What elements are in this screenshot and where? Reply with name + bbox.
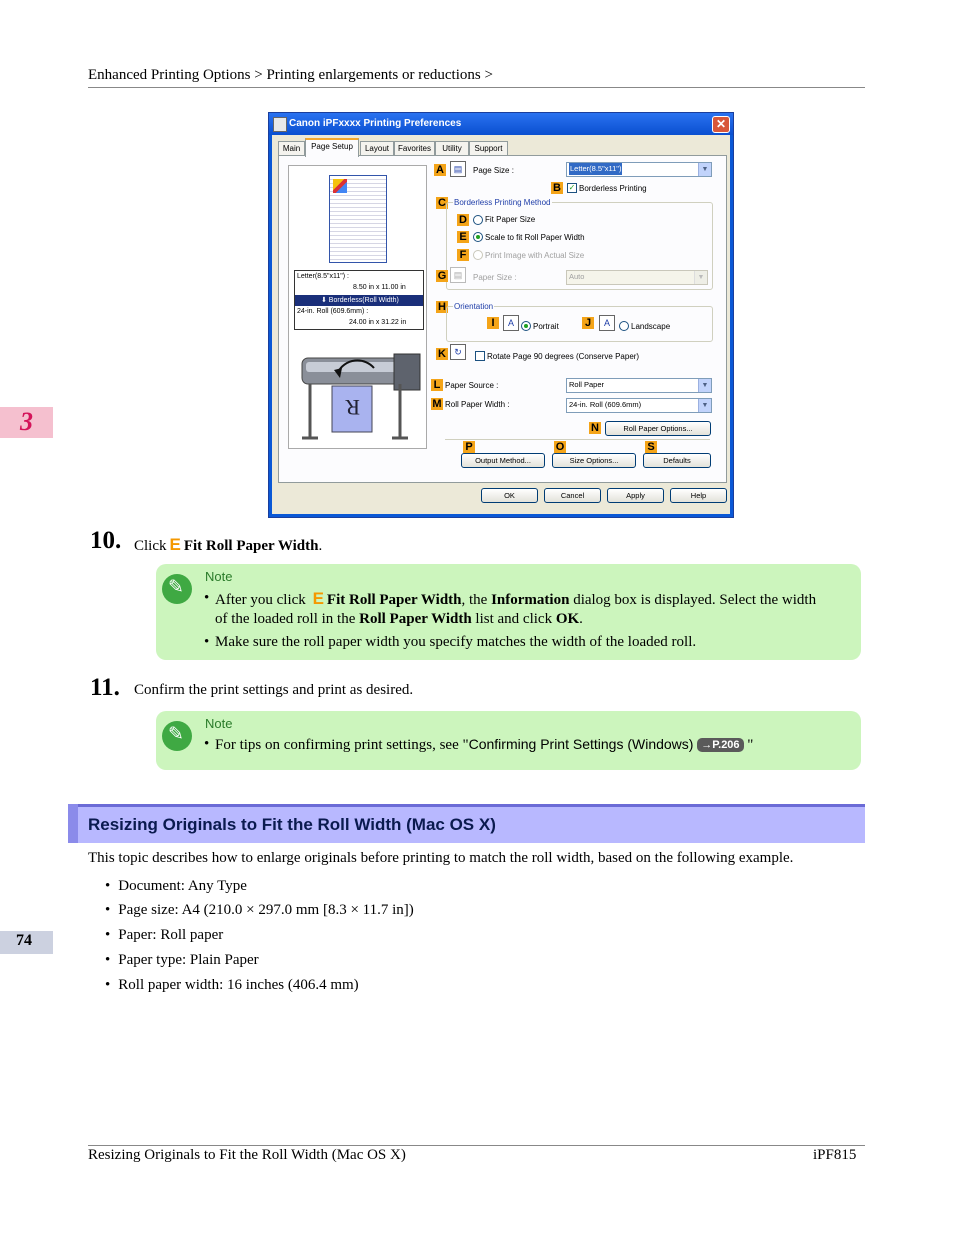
bullet: • [204, 590, 210, 606]
page-setup-panel [278, 155, 727, 483]
bullet: • [105, 977, 111, 993]
chapter-number: 3 [20, 407, 33, 436]
list-item [105, 902, 414, 919]
roll-size-label: 24-in. Roll (609.6mm) : [297, 308, 369, 315]
page-size-value: Letter(8.5"x11") [570, 164, 622, 173]
dropdown-arrow-icon: ▼ [694, 271, 707, 284]
paper-preview [329, 175, 387, 263]
marker-p: P [463, 441, 475, 453]
list-item [105, 927, 223, 944]
output-method-button[interactable]: Output Method... [461, 453, 545, 468]
defaults-button[interactable]: Defaults [643, 453, 711, 468]
step-11-text: Confirm the print settings and print as desired. [134, 682, 414, 698]
page-number-tab [0, 931, 53, 954]
marker-h: H [436, 301, 448, 313]
marker-c: C [436, 197, 448, 209]
page-size-icon: ▤ [450, 161, 466, 177]
print-preview [288, 165, 427, 449]
marker-j: J [582, 317, 594, 329]
step-11-number: 11. [90, 674, 120, 701]
marker-l: L [431, 379, 443, 391]
portrait-label: Portrait [533, 322, 559, 331]
note-1-item-1-line-2 [204, 610, 854, 629]
bullet: • [105, 927, 111, 943]
note-1-item-2-text: Make sure the roll paper width you specify matches the width of the loaded roll. [215, 634, 697, 650]
dialog-title-bar [269, 113, 733, 135]
original-size-label: Letter(8.5"x11") : [297, 273, 349, 280]
portrait-radio[interactable] [521, 321, 531, 331]
page-reference-badge[interactable]: →P.206 [697, 738, 743, 752]
note-pencil-icon [162, 574, 192, 604]
note-pencil-icon [162, 721, 192, 751]
note-1-text: After you click [215, 592, 306, 608]
marker-b: B [551, 182, 563, 194]
landscape-radio[interactable] [619, 321, 629, 331]
list-item [105, 952, 259, 969]
marker-d: D [457, 214, 469, 226]
step-10-text [134, 535, 322, 555]
marker-e: E [457, 231, 469, 243]
footer-rule [88, 1145, 865, 1146]
breadcrumb [88, 67, 493, 84]
dialog-body [272, 135, 730, 514]
fit-paper-size-label: Fit Paper Size [485, 215, 536, 224]
note-1-item-2 [204, 633, 854, 652]
list-item-text: Paper type: Plain Paper [118, 952, 259, 968]
roll-width-value: 24-in. Roll (609.6mm) [569, 400, 642, 409]
apply-button[interactable]: Apply [607, 488, 664, 503]
step-10-bold: Fit Roll Paper Width [183, 538, 319, 554]
tab-utility[interactable]: Utility [435, 141, 469, 156]
note-2-text: " [747, 737, 754, 753]
roll-width-select[interactable] [566, 398, 712, 413]
note-1-text: of the loaded roll in the [215, 611, 356, 627]
note-box-2 [156, 711, 861, 770]
footer-section-title: Resizing Originals to Fit the Roll Width (Mac OS X) [88, 1147, 406, 1163]
marker-i: I [487, 317, 499, 329]
landscape-icon: A [599, 315, 615, 331]
borderless-label: Borderless Printing [579, 184, 647, 193]
note-1-bold: Information [491, 592, 570, 608]
size-info-box [294, 270, 424, 330]
section-heading-bar [68, 804, 865, 843]
step-10-number: 10. [90, 527, 122, 554]
note-title: Note [205, 716, 233, 731]
note-1-item-1-text [204, 589, 854, 610]
ok-button[interactable]: OK [481, 488, 538, 503]
dialog-title: Canon iPFxxxx Printing Preferences [289, 118, 462, 129]
marker-a: A [434, 164, 446, 176]
list-item-text: Roll paper width: 16 inches (406.4 mm) [118, 977, 359, 993]
marker-o: O [555, 441, 565, 453]
fit-paper-size-radio[interactable] [473, 215, 483, 225]
note-1-item-1 [204, 589, 854, 629]
printer-app-icon [273, 117, 287, 132]
note-title: Note [205, 569, 233, 584]
paper-source-label: Paper Source : [445, 381, 499, 390]
paper-size-icon: ▤ [450, 267, 466, 283]
bullet: • [204, 736, 210, 752]
paper-source-value: Roll Paper [569, 380, 605, 389]
bullet: • [204, 634, 210, 650]
marker-e-inline: E [169, 535, 181, 554]
paper-sheet-letter: R [345, 395, 360, 420]
paper-size-select[interactable] [566, 270, 708, 285]
actual-size-radio[interactable] [473, 250, 483, 260]
note-box-1 [156, 564, 861, 660]
marker-s: S [645, 441, 657, 453]
bullet: • [105, 952, 111, 968]
scale-to-fit-label: Scale to fit Roll Paper Width [485, 233, 585, 242]
page-size-select[interactable] [566, 162, 712, 177]
section-title: Resizing Originals to Fit the Roll Width (Mac OS X) [88, 815, 496, 834]
tab-layout[interactable]: Layout [360, 141, 394, 156]
note-1-text: dialog box is displayed. Select the width [573, 592, 817, 608]
note-1-text: . [579, 611, 583, 627]
help-button[interactable]: Help [670, 488, 727, 503]
page-size-label: Page Size : [473, 166, 514, 175]
breadcrumb-separator: > [484, 67, 493, 83]
rotate-label: Rotate Page 90 degrees (Conserve Paper) [487, 352, 640, 361]
step-10-post: . [318, 538, 323, 554]
borderless-roll-width-label: ⬇ Borderless(Roll Width) [321, 297, 399, 304]
roll-size-value: 24.00 in x 31.22 in [349, 319, 407, 326]
list-item-text: Page size: A4 (210.0 × 297.0 mm [8.3 × 11.7 in]) [118, 902, 414, 918]
bullet: • [105, 878, 111, 894]
confirming-print-settings-link[interactable]: Confirming Print Settings (Windows) [468, 736, 694, 752]
header-rule [88, 87, 865, 88]
note-1-bold: OK [555, 611, 580, 627]
rotate-checkbox[interactable] [475, 351, 485, 361]
section-intro: This topic describes how to enlarge originals before printing to match the roll width, based on the following example. [88, 850, 794, 866]
image-thumbnail-icon [333, 179, 347, 193]
marker-k: K [436, 348, 448, 360]
note-1-bold: Fit Roll Paper Width [326, 592, 462, 608]
note-2-item [204, 735, 753, 755]
close-button[interactable]: ✕ [712, 116, 730, 133]
step-10-pre: Click [134, 538, 167, 554]
tab-page-setup[interactable]: Page Setup [305, 138, 359, 157]
note-1-text: , the [461, 592, 488, 608]
borderless-checkbox[interactable]: ✓ [568, 183, 576, 192]
heading-accent [68, 804, 78, 843]
portrait-icon: A [503, 315, 519, 331]
orientation-label: Orientation [454, 302, 494, 311]
breadcrumb-separator: > [254, 67, 263, 83]
dropdown-arrow-icon: ▼ [698, 399, 711, 412]
tab-support[interactable]: Support [469, 141, 508, 156]
bullet: • [105, 902, 111, 918]
paper-size-value: Auto [569, 272, 585, 281]
marker-f: F [457, 249, 469, 261]
actual-size-label: Print Image with Actual Size [485, 251, 585, 260]
dropdown-arrow-icon: ▼ [698, 379, 711, 392]
chapter-tab [0, 407, 53, 438]
breadcrumb-link-enhanced-printing[interactable]: Enhanced Printing Options [88, 67, 251, 83]
original-size-value: 8.50 in x 11.00 in [353, 284, 406, 291]
note-1-text: list and click [475, 611, 553, 627]
paper-source-select[interactable] [566, 378, 712, 393]
list-item-text: Paper: Roll paper [118, 927, 224, 943]
scale-to-fit-radio[interactable] [473, 232, 483, 242]
list-item [105, 977, 359, 994]
section-divider [445, 439, 710, 440]
size-options-button[interactable]: Size Options... [552, 453, 636, 468]
marker-m: M [432, 398, 442, 410]
list-item-text: Document: Any Type [118, 878, 247, 894]
roll-width-label: Roll Paper Width : [445, 400, 510, 409]
printer-illustration [296, 344, 422, 442]
paper-size-label: Paper Size : [473, 273, 517, 282]
cancel-button[interactable]: Cancel [544, 488, 601, 503]
note-2-text: For tips on confirming print settings, see " [215, 737, 469, 753]
borderless-method-label: Borderless Printing Method [454, 198, 551, 207]
borderless-roll-width-row [295, 295, 423, 306]
roll-paper-options-button[interactable]: Roll Paper Options... [605, 421, 711, 436]
tab-main[interactable]: Main [278, 141, 305, 156]
rotate-page-icon: ↻ [450, 344, 466, 360]
printing-preferences-dialog [268, 112, 734, 518]
footer-model: iPF815 [813, 1147, 857, 1163]
tab-favorites[interactable]: Favorites [394, 141, 435, 156]
marker-n: N [589, 422, 601, 434]
landscape-label: Landscape [631, 322, 671, 331]
marker-g: G [437, 270, 447, 282]
dropdown-arrow-icon: ▼ [698, 163, 711, 176]
breadcrumb-link-enlargements[interactable]: Printing enlargements or reductions [266, 67, 481, 83]
marker-e-inline: E [312, 589, 324, 608]
list-item [105, 878, 247, 895]
note-1-bold: Roll Paper Width [359, 611, 472, 627]
page-number: 74 [16, 932, 32, 949]
